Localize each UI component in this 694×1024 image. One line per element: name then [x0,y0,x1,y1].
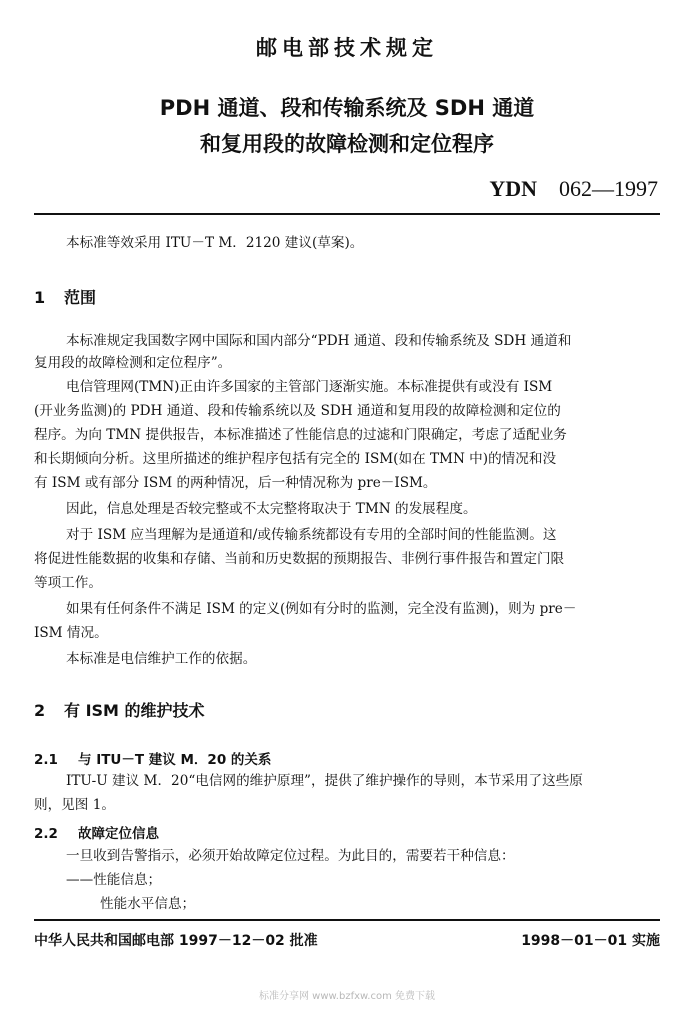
s1-p1-line-1: 本标准规定我国数字网中国际和国内部分“PDH 通道、段和传输系统及 SDH 通道和 [66,333,572,349]
subsection-2-2-title: 故障定位信息 [78,826,159,842]
section-2-heading [34,698,205,721]
s1-p5-line-2: ISM 情况。 [34,625,108,641]
subsection-2-1-number: 2.1 [34,752,58,768]
subsection-2-1-heading [34,748,271,768]
watermark: 标准分享网 www.bzfxw.com 免费下载 [259,991,435,1002]
document-number [489,176,658,202]
section-2-title: 有 ISM 的维护技术 [64,701,205,720]
header-divider [34,213,660,215]
s2-2-line-2: ——性能信息； [66,872,162,888]
s1-p4-line-1: 对于 ISM 应当理解为是通道和/或传输系统都设有专用的全部时间的性能监测。这 [66,527,557,543]
implementation-date: 1998－01－01 实施 [521,933,660,949]
section-1-heading [34,285,96,308]
s1-p1-line-2: 复用段的故障检测和定位程序”。 [34,355,232,371]
s2-2-line-1: 一旦收到告警指示，必须开始故障定位过程。为此目的，需要若干种信息： [66,848,515,864]
s1-p2-line-1: 电信管理网(TMN)正由许多国家的主管部门逐渐实施。本标准提供有或没有 ISM [66,379,553,395]
s1-p2-line-5: 有 ISM 或有部分 ISM 的两种情况，后一种情况称为 pre－ISM。 [34,475,437,491]
s1-p5-line-1: 如果有任何条件不满足 ISM 的定义(例如有分时的监测，完全没有监测)，则为 pre－ [66,601,577,617]
s1-p4-line-2: 将促进性能数据的收集和存储、当前和历史数据的预期报告、非例行事件报告和置定门限 [34,551,565,567]
document-code: YDN [489,176,537,201]
approval-line: 中华人民共和国邮电部 1997－12－02 批准 [34,933,318,949]
document-title-line-1: PDH 通道、段和传输系统及 SDH 通道 [159,96,535,120]
s1-p3-line-1: 因此，信息处理是否较完整或不太完整将取决于 TMN 的发展程度。 [66,501,477,517]
s2-1-line-2: 则，见图 1。 [34,797,115,813]
section-1-title: 范围 [64,288,97,307]
section-1-number: 1 [34,288,46,307]
subsection-2-2-heading [34,822,159,842]
subsection-2-1-title: 与 ITU－T 建议 M．20 的关系 [78,752,272,768]
document-number-value: 062—1997 [559,176,658,201]
issuing-authority: 邮电部技术规定 [256,36,438,60]
section-2-number: 2 [34,701,46,720]
s1-p4-line-3: 等项工作。 [34,575,102,591]
s1-p2-line-2: (开业务监测)的 PDH 通道、段和传输系统以及 SDH 通道和复用段的故障检测和定位的 [34,403,561,419]
s1-p2-line-3: 程序。为向 TMN 提供报告，本标准描述了性能信息的过滤和门限确定，考虑了适配业务 [34,427,567,443]
s1-p2-line-4: 和长期倾向分析。这里所描述的维护程序包括有完全的 ISM(如在 TMN 中)的情况和没 [34,451,557,467]
s2-2-line-3: 性能水平信息； [100,896,196,912]
footer-divider [34,919,660,921]
s1-p6-line-1: 本标准是电信维护工作的依据。 [66,651,257,667]
document-title-line-2: 和复用段的故障检测和定位程序 [200,132,494,156]
s2-1-line-1: ITU-U 建议 M．20“电信网的维护原理”，提供了维护操作的导则，本节采用了这些原 [66,773,583,789]
subsection-2-2-number: 2.2 [34,826,58,842]
intro-paragraph: 本标准等效采用 ITU－T M．2120 建议(草案)。 [66,235,364,251]
